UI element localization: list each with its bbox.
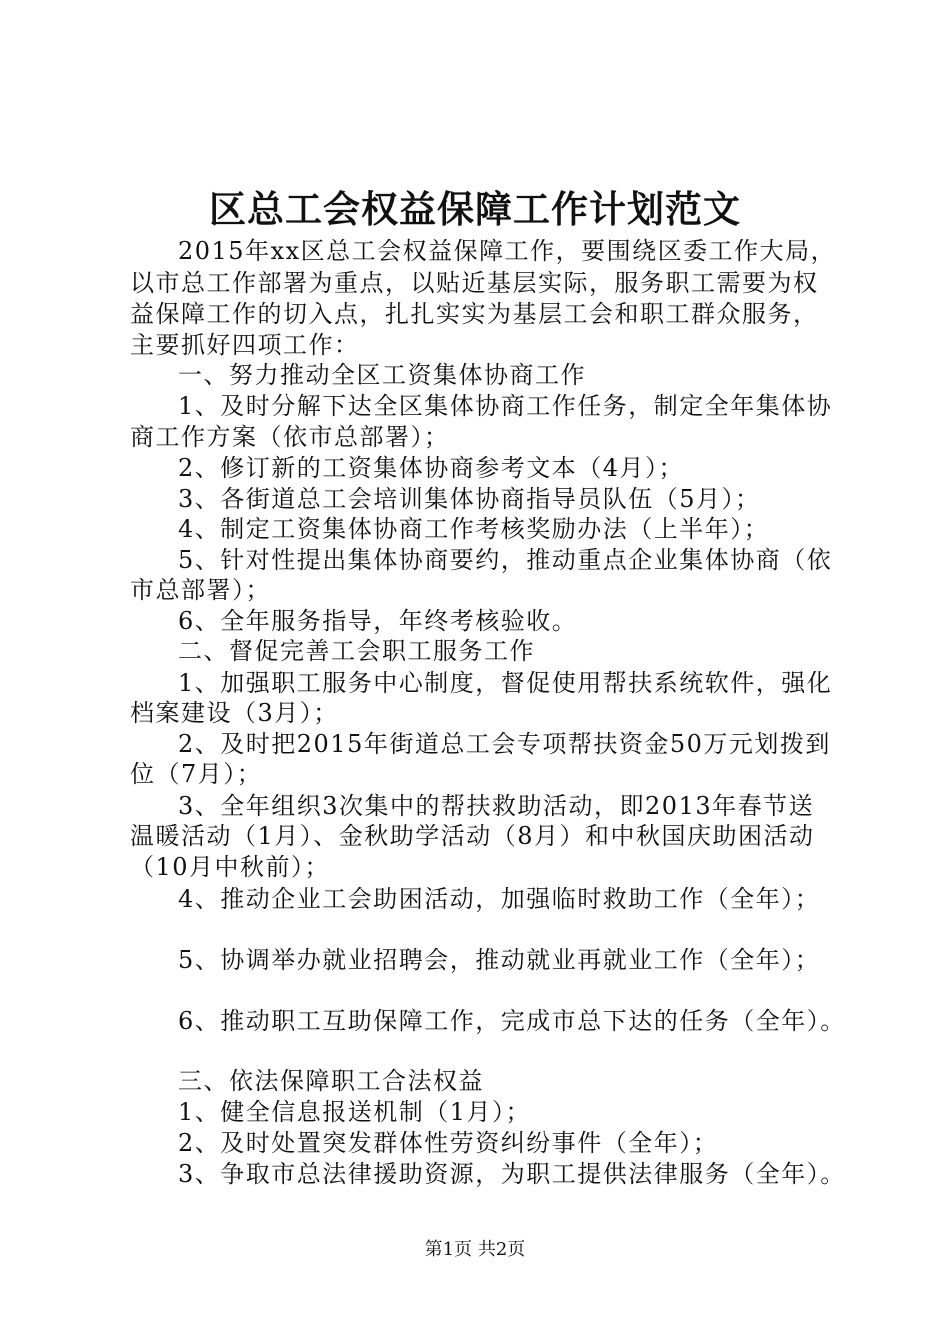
paragraph-line: 档案建设（3月）； bbox=[130, 699, 339, 727]
paragraph-line: 温暖活动（1月）、金秋助学活动（8月）和中秋国庆助困活动 bbox=[130, 822, 815, 850]
paragraph-line: 4、推动企业工会助困活动，加强临时救助工作（全年）； bbox=[178, 885, 821, 913]
paragraph-line: 益保障工作的切入点，扎扎实实为基层工会和职工群众服务， bbox=[130, 300, 819, 328]
paragraph-line: 2、及时把2015年街道总工会专项帮扶资金50万元划拨到 bbox=[178, 730, 831, 758]
section-heading: 二、督促完善工会职工服务工作 bbox=[178, 637, 535, 665]
document-title: 区总工会权益保障工作计划范文 bbox=[209, 187, 741, 231]
paragraph-line: 2、修订新的工资集体协商参考文本（4月）； bbox=[178, 454, 685, 482]
paragraph-line: 4、制定工资集体协商工作考核奖励办法（上半年）； bbox=[178, 515, 770, 543]
paragraph-line: 位（7月）； bbox=[130, 760, 263, 788]
section-heading: 一、努力推动全区工资集体协商工作 bbox=[178, 361, 586, 389]
paragraph-line: 商工作方案（依市总部署）； bbox=[130, 423, 450, 451]
paragraph-line: 1、及时分解下达全区集体协商工作任务，制定全年集体协 bbox=[178, 392, 833, 420]
section-heading: 三、依法保障职工合法权益 bbox=[178, 1067, 484, 1095]
paragraph-line: 2015年xx区总工会权益保障工作，要围绕区委工作大局， bbox=[178, 237, 837, 265]
paragraph-line: 1、加强职工服务中心制度，督促使用帮扶系统软件，强化 bbox=[178, 669, 833, 697]
paragraph-line: 3、争取市总法律援助资源，为职工提供法律服务（全年）。 bbox=[178, 1160, 846, 1188]
paragraph-line: 市总部署）； bbox=[130, 576, 271, 604]
paragraph-line: 1、健全信息报送机制（1月）； bbox=[178, 1098, 532, 1126]
paragraph-line: （10月中秋前）； bbox=[130, 853, 331, 881]
paragraph-line: 2、及时处置突发群体性劳资纠纷事件（全年）； bbox=[178, 1129, 719, 1157]
paragraph-line: 5、协调举办就业招聘会，推动就业再就业工作（全年）； bbox=[178, 946, 821, 974]
paragraph-line: 3、各街道总工会培训集体协商指导员队伍（5月）； bbox=[178, 485, 761, 513]
page-footer: 第1页 共2页 bbox=[424, 1239, 526, 1260]
paragraph-line: 5、针对性提出集体协商要约，推动重点企业集体协商（依 bbox=[178, 546, 833, 574]
paragraph-line: 6、推动职工互助保障工作，完成市总下达的任务（全年）。 bbox=[178, 1007, 846, 1035]
paragraph-line: 以市总工作部署为重点，以贴近基层实际，服务职工需要为权 bbox=[130, 269, 819, 297]
paragraph-line: 3、全年组织3次集中的帮扶救助活动，即2013年春节送 bbox=[178, 792, 815, 820]
paragraph-line: 6、全年服务指导，年终考核验收。 bbox=[178, 607, 578, 635]
paragraph-line: 主要抓好四项工作： bbox=[130, 331, 360, 359]
